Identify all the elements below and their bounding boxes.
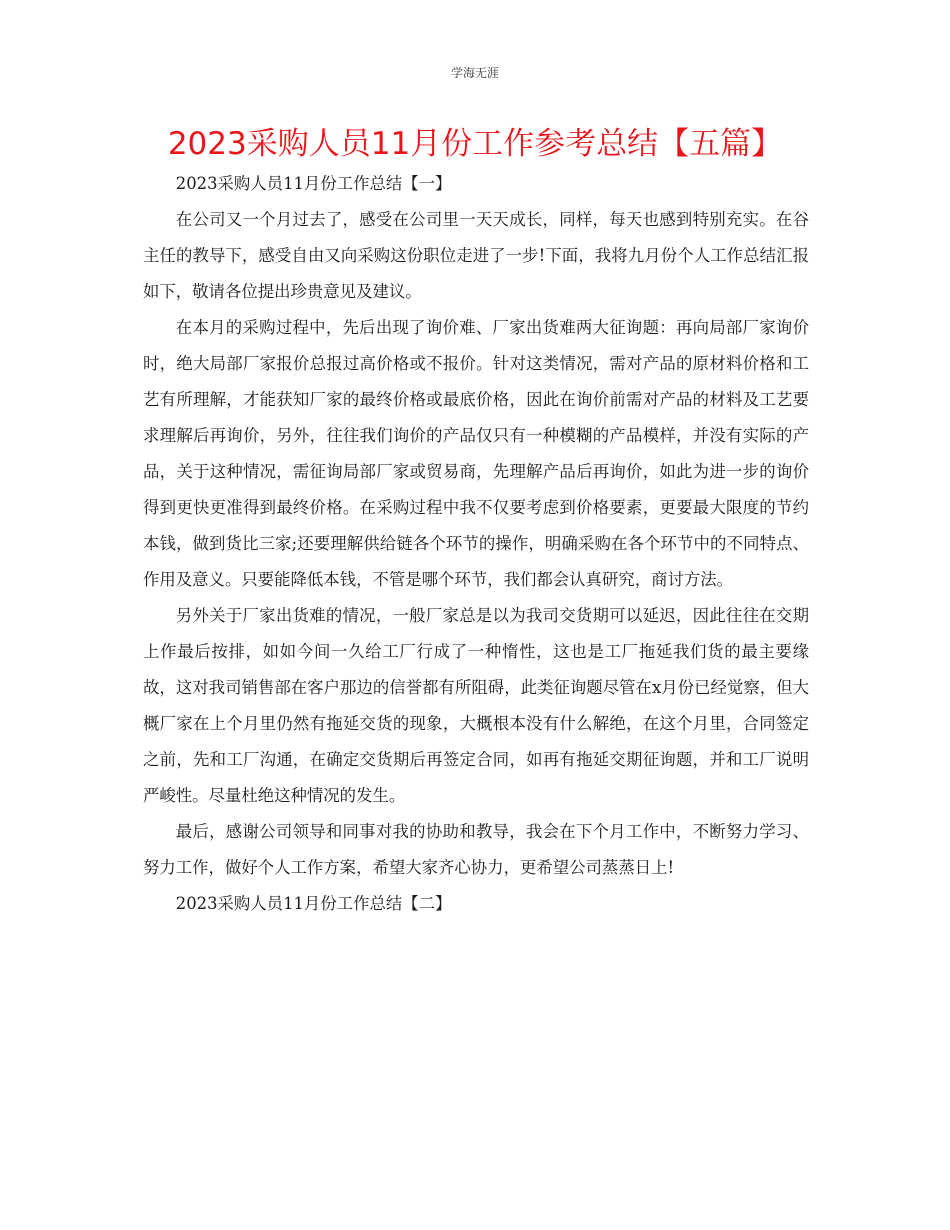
paragraph: 在公司又一个月过去了，感受在公司里一天天成长，同样，每天也感到特别充实。在谷主任的教导下，感受自由又向采购这份职位走进了一步!下面，我将九月份个人工作总结汇报如下，敬请各位提出珍贵意见及建议。 (143, 210, 809, 301)
document-body (143, 166, 809, 922)
paragraph: 另外关于厂家出货难的情况，一般厂家总是以为我司交货期可以延迟，因此往往在交期上作最后按排，如如今间一久给工厂行成了一种惰性，这也是工厂拖延我们货的最主要缘故，这对我司销售部在客户那边的信誉都有所阻碍，此类征询题尽管在x月份已经觉察，但大概厂家在上个月里仍然有拖延交货的现象，大概根本没有什么解绝，在这个月里，合同签定之前，先和工厂沟通，在确定交货期后再签定合同，如再有拖延交期征询题，并和工厂说明严峻性。尽量杜绝这种情况的发生。 (143, 606, 809, 805)
paragraph: 在本月的采购过程中，先后出现了询价难、厂家出货难两大征询题：再向局部厂家询价时，绝大局部厂家报价总报过高价格或不报价。针对这类情况，需对产品的原材料价格和工艺有所理解，才能获知厂家的最终价格或最底价格，因此在询价前需对产品的材料及工艺要求理解后再询价，另外，往往我们询价的产品仅只有一种模糊的产品模样，并没有实际的产品，关于这种情况，需征询局部厂家或贸易商，先理解产品后再询价，如此为进一步的询价得到更快更准得到最终价格。在采购过程中我不仅要考虑到价格要素，更要最大限度的节约本钱，做到货比三家;还要理解供给链各个环节的操作，明确采购在各个环节中的不同特点、作用及意义。只要能降低本钱，不管是哪个环节，我们都会认真研究，商讨方法。 (143, 318, 809, 589)
section-heading-1: 2023采购人员11月份工作总结【一】 (175, 174, 452, 193)
document-title: 2023采购人员11月份工作参考总结【五篇】 (167, 126, 783, 162)
page-header: 学海无涯 (450, 66, 499, 80)
section-heading-2: 2023采购人员11月份工作总结【二】 (175, 894, 452, 913)
paragraph: 最后，感谢公司领导和同事对我的协助和教导，我会在下个月工作中，不断努力学习、努力工作，做好个人工作方案，希望大家齐心协力，更希望公司蒸蒸日上! (143, 822, 809, 877)
